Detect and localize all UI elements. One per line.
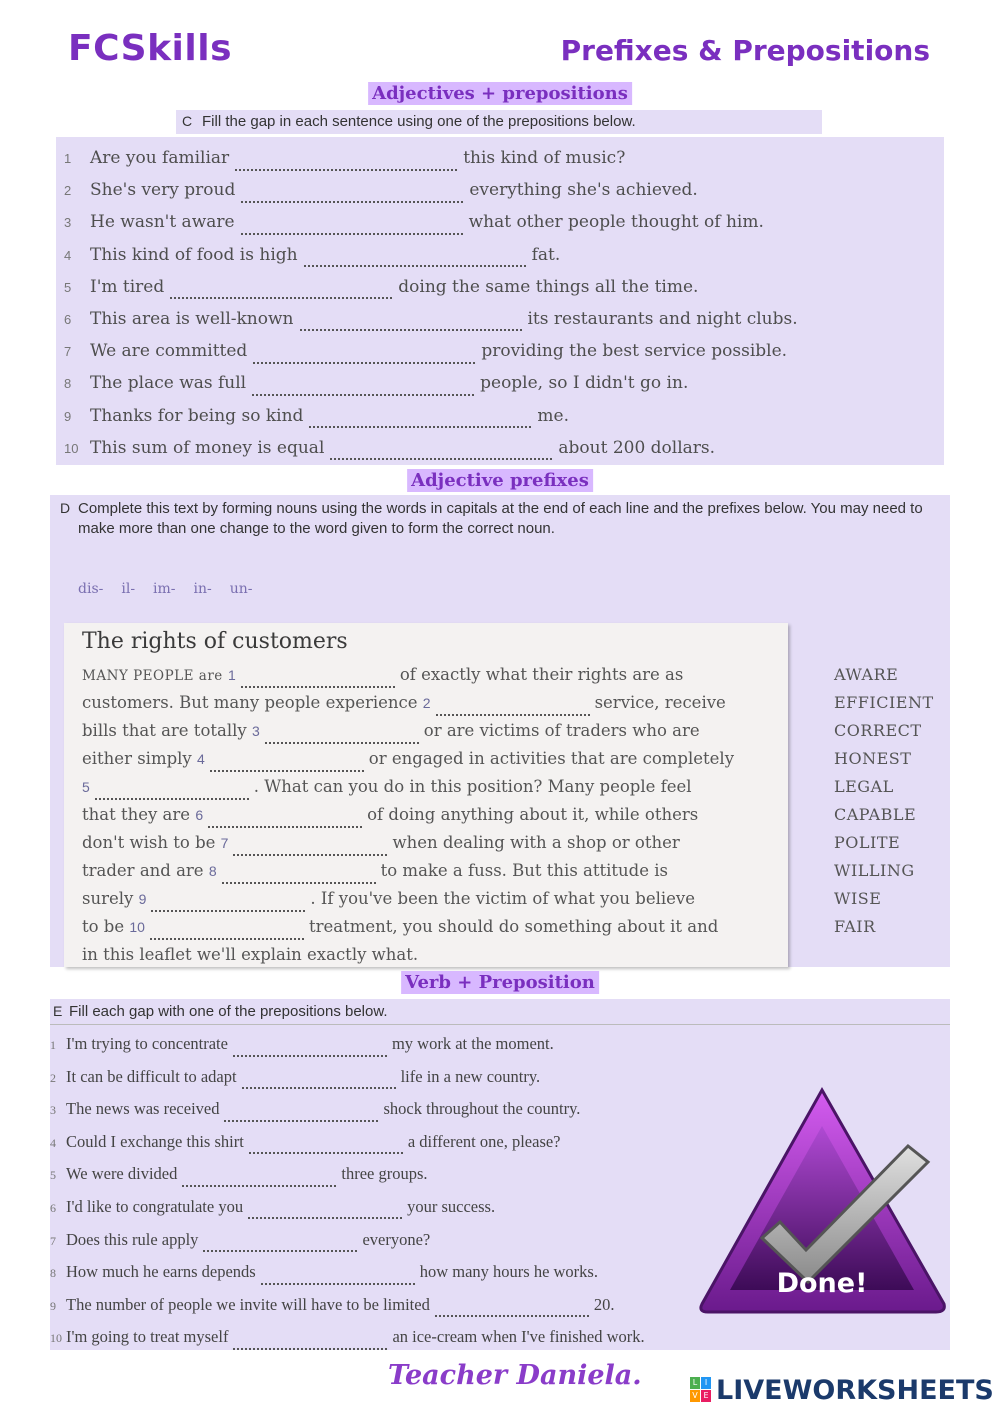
line-text-start: bills that are totally xyxy=(82,721,247,740)
sentence-start: She's very proud xyxy=(90,180,236,201)
sentence-start: Are you familiar xyxy=(90,148,230,168)
item-number: 6 xyxy=(50,1200,56,1215)
answer-gap-e6[interactable] xyxy=(248,1197,402,1219)
sentence-end: 20. xyxy=(593,1294,615,1314)
section-d-letter: D xyxy=(60,500,71,516)
answer-gap-d10[interactable] xyxy=(150,918,304,940)
worksheet-title: Prefixes & Prepositions xyxy=(560,34,930,67)
section-c-row xyxy=(64,336,798,368)
sentence-end: how many hours he works. xyxy=(419,1262,598,1282)
section-d-panel xyxy=(50,495,950,967)
section-e-letter: E xyxy=(53,1003,63,1019)
answer-gap-e1[interactable] xyxy=(233,1035,387,1057)
line-text-start: either simply xyxy=(82,749,192,768)
card-line xyxy=(82,717,734,745)
line-text-start: customers. But many people experience xyxy=(82,693,418,712)
answer-gap-d1[interactable] xyxy=(241,666,395,688)
done-label: Done! xyxy=(776,1268,868,1299)
capital-word: HONEST xyxy=(834,749,912,768)
answer-gap-e4[interactable] xyxy=(249,1132,403,1154)
section-c-row xyxy=(64,143,798,175)
answer-gap-e2[interactable] xyxy=(242,1067,396,1089)
answer-gap-d4[interactable] xyxy=(210,750,364,772)
card-line xyxy=(82,689,734,717)
gap-number: 2 xyxy=(422,695,431,711)
capital-word: CAPABLE xyxy=(834,805,917,824)
answer-gap-c10[interactable] xyxy=(330,438,552,460)
capital-words-column xyxy=(834,661,934,941)
capital-word: LEGAL xyxy=(834,777,894,796)
liveworksheets-text: LIVEWORKSHEETS xyxy=(716,1374,994,1406)
answer-gap-d3[interactable] xyxy=(265,722,419,744)
answer-gap-e10[interactable] xyxy=(233,1328,387,1350)
section-c-panel xyxy=(56,137,944,465)
sentence-start: This area is well-known xyxy=(90,308,294,329)
line-text-end: or engaged in activities that are completely xyxy=(368,749,735,768)
item-number: 1 xyxy=(64,151,72,166)
answer-gap-c7[interactable] xyxy=(253,342,475,364)
sentence-start: The number of people we invite will have to be limited xyxy=(66,1294,430,1314)
prefix-item: dis- xyxy=(78,581,104,597)
card-line xyxy=(82,913,734,941)
sentence-start: He wasn't aware xyxy=(90,212,235,233)
brand-title: FCSkills xyxy=(68,28,232,69)
sentence-end: doing the same things all the time. xyxy=(398,276,699,297)
line-text-start: that they are xyxy=(82,805,191,824)
sentence-start: The news was received xyxy=(66,1099,220,1119)
sentence-start: This kind of food is high xyxy=(90,244,298,265)
section-c-letter: C xyxy=(182,113,193,129)
answer-gap-c2[interactable] xyxy=(241,181,463,203)
section-e-row xyxy=(50,1257,645,1290)
card-line xyxy=(82,773,734,801)
item-number: 5 xyxy=(64,279,72,295)
section-e-row xyxy=(50,1159,645,1192)
section-e-row xyxy=(50,1322,645,1355)
sentence-end: life in a new country. xyxy=(400,1066,541,1086)
sentence-start: I'm trying to concentrate xyxy=(66,1034,228,1053)
sentence-end: my work at the moment. xyxy=(391,1034,554,1053)
item-number: 5 xyxy=(50,1168,56,1183)
line-text-end: of doing anything about it, while others xyxy=(367,805,699,824)
answer-gap-d5[interactable] xyxy=(95,778,249,800)
sentence-end: this kind of music? xyxy=(463,148,626,168)
item-number: 2 xyxy=(50,1070,56,1085)
answer-gap-e8[interactable] xyxy=(261,1263,415,1285)
card-line-last: in this leaflet we'll explain exactly what. xyxy=(82,945,419,964)
sentence-end: a different one, please? xyxy=(407,1131,561,1151)
answer-gap-e7[interactable] xyxy=(203,1230,357,1252)
item-number: 6 xyxy=(64,311,72,327)
line-text-end: treatment, you should do something about it and xyxy=(308,917,719,936)
sentence-end: an ice-cream when I've finished work. xyxy=(392,1327,645,1347)
prefix-item: in- xyxy=(193,581,212,597)
line-text-end: . If you've been the victim of what you believe xyxy=(310,889,695,908)
sentence-end: everything she's achieved. xyxy=(469,180,698,201)
liveworksheets-logo[interactable] xyxy=(690,1373,994,1407)
sentence-start: We were divided xyxy=(66,1164,178,1184)
gap-number: 1 xyxy=(228,667,236,683)
card-line xyxy=(82,661,734,689)
answer-gap-d6[interactable] xyxy=(208,806,362,828)
card-line xyxy=(82,829,734,857)
item-number: 4 xyxy=(64,247,72,263)
prefix-item: un- xyxy=(229,581,253,597)
line-text-end: to make a fuss. But this attitude is xyxy=(380,861,668,880)
capital-word: AWARE xyxy=(834,665,899,684)
sentence-end: me. xyxy=(537,405,569,426)
sentence-end: people, so I didn't go in. xyxy=(480,373,689,394)
answer-gap-c1[interactable] xyxy=(235,149,457,171)
section-c-instruction: Fill the gap in each sentence using one of the prepositions below. xyxy=(202,113,636,130)
item-number: 9 xyxy=(64,408,72,424)
line-text-start: to be xyxy=(82,917,125,936)
gap-number: 4 xyxy=(197,751,205,767)
answer-gap-c6[interactable] xyxy=(300,309,522,331)
sentence-end: shock throughout the country. xyxy=(383,1099,581,1119)
section-c-row xyxy=(64,401,798,433)
card-line xyxy=(82,857,734,885)
item-number: 3 xyxy=(64,215,72,231)
sentence-start: I'm going to treat myself xyxy=(66,1327,229,1347)
item-number: 7 xyxy=(50,1233,56,1248)
gap-number: 8 xyxy=(208,863,217,879)
answer-gap-c5[interactable] xyxy=(170,277,392,299)
line-text-end: when dealing with a shop or other xyxy=(392,833,680,852)
sentence-start: This sum of money is equal xyxy=(90,437,325,458)
capital-word: EFFICIENT xyxy=(834,693,934,712)
capital-word: FAIR xyxy=(834,917,876,936)
teacher-signature: Teacher Daniela. xyxy=(388,1360,642,1391)
card-title: The rights of customers xyxy=(82,629,348,654)
section-e-label: Verb + Preposition xyxy=(401,971,599,994)
section-e-row xyxy=(50,1127,645,1160)
sentence-end: providing the best service possible. xyxy=(481,341,788,362)
sentence-start: Could I exchange this shirt xyxy=(66,1131,244,1151)
section-c-row xyxy=(64,272,798,304)
section-c-row xyxy=(64,368,798,400)
sentence-start: I'd like to congratulate you xyxy=(66,1196,244,1216)
sentence-start: How much he earns depends xyxy=(66,1262,256,1282)
gap-number: 10 xyxy=(129,919,145,935)
answer-gap-d8[interactable] xyxy=(222,862,376,884)
section-e-list xyxy=(50,1029,645,1355)
gap-number: 7 xyxy=(220,835,229,851)
prefix-item: il- xyxy=(121,581,136,597)
capital-word: POLITE xyxy=(834,833,901,852)
answer-gap-e3[interactable] xyxy=(224,1100,378,1122)
sentence-end: everyone? xyxy=(362,1229,431,1249)
line-text-start: MANY PEOPLE are xyxy=(82,668,223,684)
section-e-instruction: Fill each gap with one of the prepositions below. xyxy=(69,1003,388,1020)
sentence-end: fat. xyxy=(531,244,561,265)
sentence-start: I'm tired xyxy=(90,276,165,297)
card-lines xyxy=(82,661,734,969)
section-d-label: Adjective prefixes xyxy=(407,469,593,492)
answer-gap-c3[interactable] xyxy=(241,213,463,235)
section-e-row xyxy=(50,1192,645,1225)
gap-number: 9 xyxy=(138,891,147,907)
card-line xyxy=(82,745,734,773)
capital-word: WILLING xyxy=(834,861,915,880)
answer-gap-c8[interactable] xyxy=(252,374,474,396)
answer-gap-d2[interactable] xyxy=(436,694,590,716)
sentence-end: your success. xyxy=(407,1196,496,1216)
section-e-row xyxy=(50,1062,645,1095)
section-c-list xyxy=(64,143,798,465)
prefix-list xyxy=(78,578,271,597)
sentence-start: Does this rule apply xyxy=(66,1229,199,1249)
sentence-start: The place was full xyxy=(90,373,247,394)
line-text-start: surely xyxy=(82,889,134,908)
customers-text-card xyxy=(64,623,788,967)
prefix-item: im- xyxy=(153,581,176,597)
section-c-row xyxy=(64,304,798,336)
answer-gap-c4[interactable] xyxy=(304,245,526,267)
item-number: 10 xyxy=(50,1331,62,1346)
line-text-end: of exactly what their rights are as xyxy=(399,665,684,684)
section-e-row xyxy=(50,1094,645,1127)
answer-gap-d7[interactable] xyxy=(233,834,387,856)
section-e-row xyxy=(50,1225,645,1258)
section-c-label: Adjectives + prepositions xyxy=(368,82,632,105)
section-c-row xyxy=(64,175,798,207)
line-text-start: trader and are xyxy=(82,861,204,880)
sentence-start: Thanks for being so kind xyxy=(90,405,304,426)
section-c-row xyxy=(64,433,798,465)
gap-number: 3 xyxy=(251,723,260,739)
item-number: 7 xyxy=(64,344,72,360)
section-c-row xyxy=(64,207,798,239)
answer-gap-c9[interactable] xyxy=(309,406,531,428)
gap-number: 6 xyxy=(195,807,204,823)
item-number: 10 xyxy=(64,440,79,456)
answer-gap-d9[interactable] xyxy=(151,890,305,912)
section-c-row xyxy=(64,240,798,272)
line-text-end: . What can you do in this position? Many people feel xyxy=(253,777,692,796)
capital-word: CORRECT xyxy=(834,721,922,740)
card-line xyxy=(82,801,734,829)
gap-number: 5 xyxy=(82,779,90,795)
section-e-row xyxy=(50,1290,645,1323)
answer-gap-e9[interactable] xyxy=(435,1295,589,1317)
sentence-start: It can be difficult to adapt xyxy=(66,1066,237,1086)
capital-word: WISE xyxy=(834,889,882,908)
item-number: 8 xyxy=(64,376,72,392)
line-text-end: service, receive xyxy=(594,693,726,712)
sentence-start: We are committed xyxy=(90,341,248,362)
section-e-instruction-bar xyxy=(50,999,950,1025)
item-number: 1 xyxy=(50,1038,56,1052)
line-text-start: don't wish to be xyxy=(82,833,216,852)
card-line xyxy=(82,885,734,913)
section-d-instruction: Complete this text by forming nouns using the words in capitals at the end of each line and the prefixes below. You may need to make more than one change to the word given to form the correct noun. xyxy=(78,500,923,537)
item-number: 2 xyxy=(64,183,72,199)
sentence-end: three groups. xyxy=(341,1164,428,1184)
item-number: 4 xyxy=(50,1135,56,1150)
sentence-end: about 200 dollars. xyxy=(558,437,716,458)
liveworksheets-badge-icon: L I V E xyxy=(690,1377,712,1403)
sentence-end: what other people thought of him. xyxy=(468,212,764,233)
item-number: 3 xyxy=(50,1103,56,1118)
item-number: 9 xyxy=(50,1298,56,1313)
done-button[interactable] xyxy=(694,1082,950,1318)
item-number: 8 xyxy=(50,1266,56,1281)
line-text-end: or are victims of traders who are xyxy=(423,721,700,740)
sentence-end: its restaurants and night clubs. xyxy=(527,308,798,329)
section-c-instruction-bar xyxy=(176,110,822,134)
answer-gap-e5[interactable] xyxy=(182,1165,336,1187)
section-e-row xyxy=(50,1029,645,1062)
